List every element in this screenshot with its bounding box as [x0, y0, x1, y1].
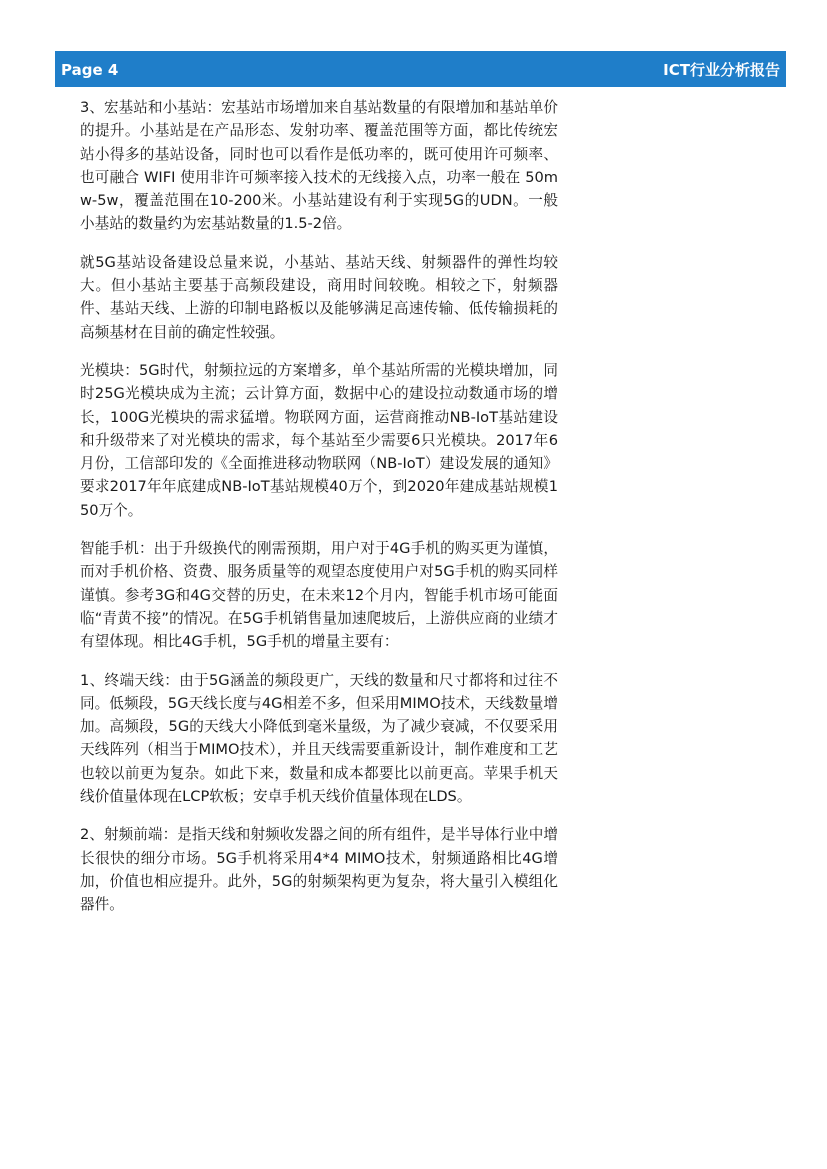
- paragraph-base-stations: 3、宏基站和小基站：宏基站市场增加来自基站数量的有限增加和基站单价的提升。小基站是在产品形态、发射功率、覆盖范围等方面，都比传统宏站小得多的基站设备，同时也可以看作是低功率的，既可使用许可频率、也可融合 WIFI 使用非许可频率接入技术的无线接入点，功率一般在 50mw-5w，覆盖范围在10-200米。小基站建设有利于实现5G的UDN。一般小基站的数量约为宏基站数量的1.5-2倍。: [80, 99, 558, 233]
- paragraph-smartphones: 智能手机：出于升级换代的刚需预期，用户对于4G手机的购买更为谨慎，而对手机价格、资费、服务质量等的观望态度使用户对5G手机的购买同样谨慎。参考3G和4G交替的历史，在未来12个月内，智能手机市场可能面临“青黄不接”的情况。在5G手机销售量加速爬坡后，上游供应商的业绩才有望体现。相比4G手机，5G手机的增量主要有：: [80, 540, 558, 651]
- paragraph-optical-modules: 光模块：5G时代，射频拉远的方案增多，单个基站所需的光模块增加，同时25G光模块成为主流；云计算方面，数据中心的建设拉动数通市场的增长，100G光模块的需求猛增。物联网方面，运营商推动NB-IoT基站建设和升级带来了对光模块的需求，每个基站至少需要6只光模块。2017年6月份，工信部印发的《全面推进移动物联网（NB-IoT）建设发展的通知》要求2017年年底建成NB-IoT基站规模40万个，到2020年建成基站规模150万个。: [80, 361, 558, 519]
- report-title: ICT行业分析报告: [663, 61, 780, 79]
- page-header: [55, 51, 786, 87]
- page-number: Page 4: [61, 61, 119, 79]
- paragraph-terminal-antenna: 1、终端天线：由于5G涵盖的频段更广，天线的数量和尺寸都将和过往不同。低频段，5G天线长度与4G相差不多，但采用MIMO技术，天线数量增加。高频段，5G的天线大小降低到毫米量级，为了减少衰减，不仅要采用天线阵列（相当于MIMO技术），并且天线需要重新设计，制作难度和工艺也较以前更为复杂。如此下来，数量和成本都要比以前更高。苹果手机天线价值量体现在LCP软板；安卓手机天线价值量体现在LDS。: [80, 671, 558, 806]
- document-body: [80, 96, 558, 932]
- paragraph-rf-front-end: 2、射频前端：是指天线和射频收发器之间的所有组件，是半导体行业中增长很快的细分市场。5G手机将采用4*4 MIMO技术，射频通路相比4G增加，价值也相应提升。此外，5G的射频架构更为复杂，将大量引入模组化器件。: [80, 826, 558, 914]
- paragraph-base-station-equipment: 就5G基站设备建设总量来说，小基站、基站天线、射频器件的弹性均较大。但小基站主要基于高频段建设，商用时间较晚。相较之下，射频器件、基站天线、上游的印制电路板以及能够满足高速传输、低传输损耗的高频基材在目前的确定性较强。: [80, 253, 558, 341]
